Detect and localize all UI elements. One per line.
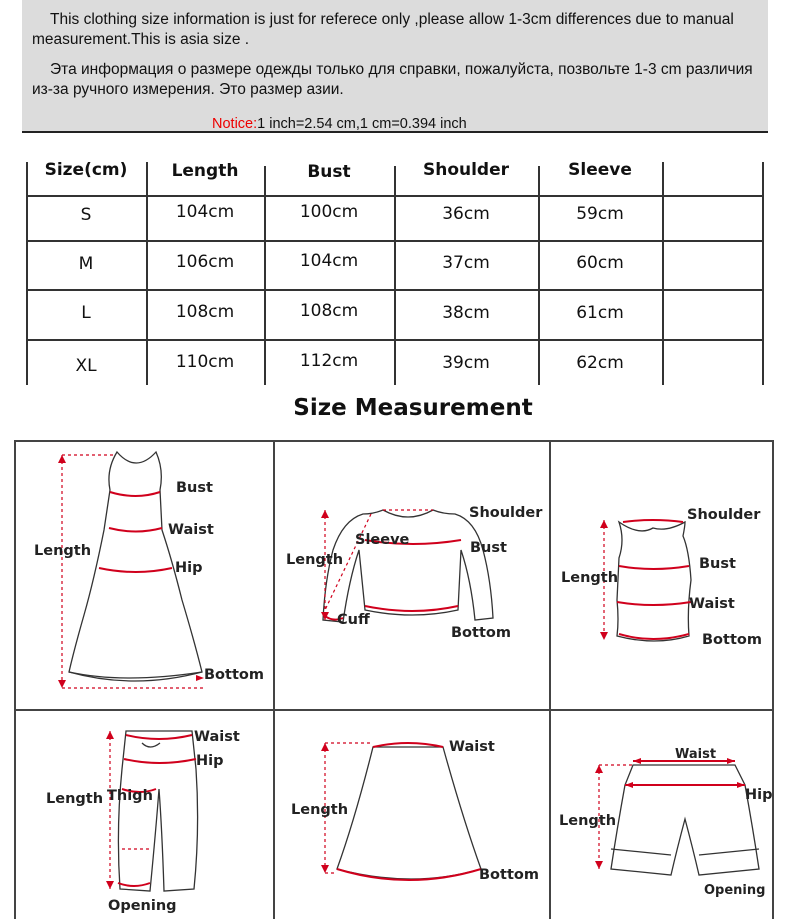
label-bust: Bust (176, 480, 213, 496)
label-length: Length (34, 543, 92, 559)
panel-tank (549, 440, 772, 709)
notice-box (22, 0, 768, 133)
cell-shoulder: 38cm (442, 303, 490, 323)
cell-shoulder: 39cm (442, 353, 490, 373)
cell-size: M (78, 254, 94, 274)
label-waist: Waist (449, 739, 495, 755)
label-sleeve: Sleeve (355, 532, 410, 548)
table-col-rule (662, 162, 664, 385)
header-size: Size(cm) (44, 160, 128, 180)
header-shoulder: Shoulder (422, 160, 510, 180)
label-length: Length (561, 570, 619, 586)
cell-length: 108cm (175, 302, 235, 322)
cell-length: 110cm (175, 352, 235, 372)
cell-shoulder: 36cm (442, 204, 490, 224)
measurement-grid (14, 440, 774, 919)
label-length: Length (286, 552, 344, 568)
label-thigh: Thigh (107, 788, 153, 804)
label-length: Length (46, 791, 104, 807)
label-bottom: Bottom (204, 667, 264, 683)
cell-size: XL (75, 356, 97, 376)
label-length: Length (291, 802, 349, 818)
cell-length: 104cm (175, 202, 235, 222)
label-bust: Bust (470, 540, 507, 556)
cell-size: L (81, 303, 91, 323)
header-length: Length (171, 161, 239, 181)
cell-sleeve: 61cm (576, 303, 624, 323)
label-bust: Bust (699, 556, 736, 572)
notice-label: Notice: (212, 116, 258, 132)
label-opening: Opening (108, 898, 177, 914)
panel-skirt (273, 709, 549, 919)
cell-bust: 112cm (299, 351, 359, 371)
label-hip: Hip (175, 560, 203, 576)
label-hip: Hip (745, 787, 773, 803)
cell-bust: 104cm (299, 251, 359, 271)
label-bottom: Bottom (479, 867, 539, 883)
label-waist: Waist (194, 729, 240, 745)
label-shoulder: Shoulder (469, 505, 543, 521)
label-waist: Waist (168, 522, 214, 538)
conversion-text: 1 inch=2.54 cm,1 cm=0.394 inch (257, 116, 467, 132)
label-hip: Hip (196, 753, 224, 769)
label-bottom: Bottom (451, 625, 511, 641)
label-opening: Opening (704, 883, 766, 898)
cell-sleeve: 59cm (576, 204, 624, 224)
long-sleeve-diagram (273, 440, 549, 709)
cell-length: 106cm (175, 252, 235, 272)
cell-sleeve: 60cm (576, 253, 624, 273)
label-cuff: Cuff (337, 612, 370, 628)
panel-dress (14, 440, 273, 709)
section-title: Size Measurement (293, 395, 533, 421)
label-waist: Waist (675, 747, 717, 762)
panel-long-sleeve (273, 440, 549, 709)
label-length: Length (559, 813, 617, 829)
panel-pants (14, 709, 273, 919)
cell-shoulder: 37cm (442, 253, 490, 273)
panel-shorts (549, 709, 772, 919)
cell-sleeve: 62cm (576, 353, 624, 373)
cell-bust: 108cm (299, 301, 359, 321)
notice-english: This clothing size information is just for referece only ,please allow 1-3cm differences due to manual measurement.This is asia size . (32, 11, 734, 48)
label-waist: Waist (689, 596, 735, 612)
notice-russian: Эта информация о размере одежды только для справки, пожалуйста, позвольте 1-3 cm различия из-за ручного измерения. Это размер азии. (32, 61, 753, 98)
grid-rule (772, 440, 774, 919)
label-bottom: Bottom (702, 632, 762, 648)
label-shoulder: Shoulder (687, 507, 761, 523)
cell-size: S (80, 205, 92, 225)
cell-bust: 100cm (299, 202, 359, 222)
size-table (26, 150, 764, 385)
conversion-note (212, 116, 467, 132)
header-sleeve: Sleeve (568, 160, 632, 180)
table-col-rule (762, 162, 764, 385)
header-bust: Bust (307, 162, 351, 182)
